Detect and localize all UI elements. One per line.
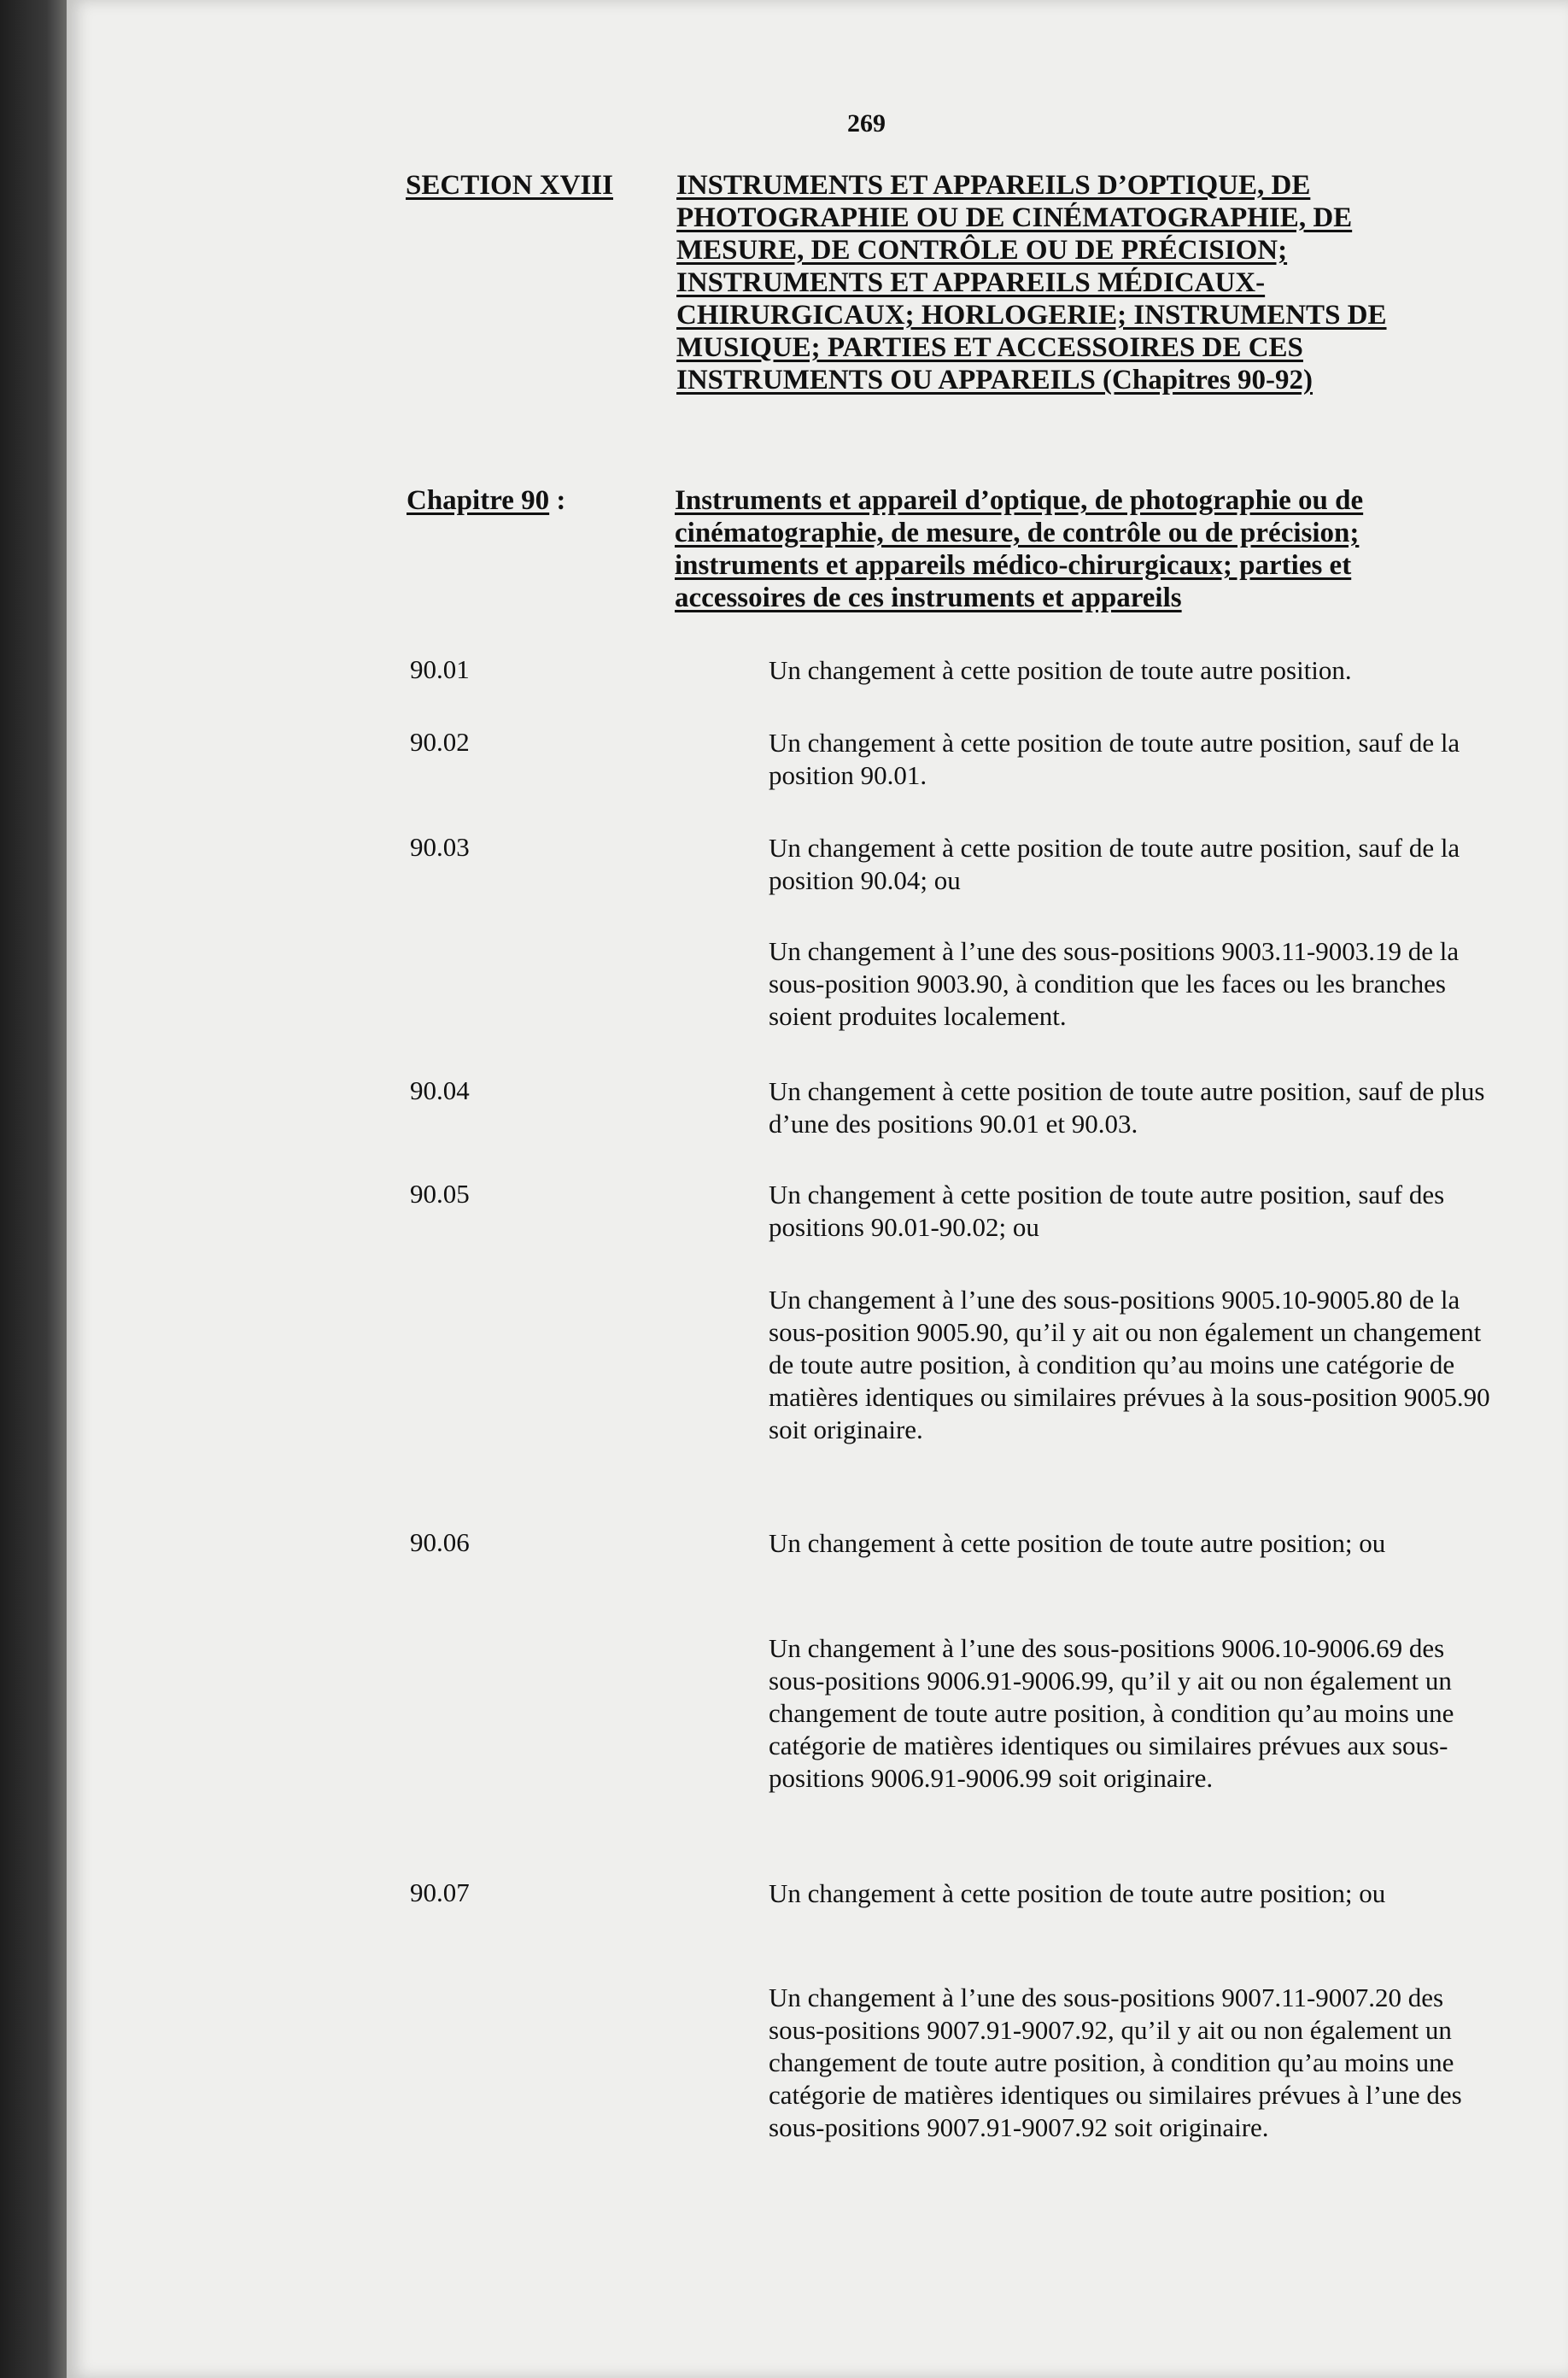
rule-text: Un changement à cette position de toute autre position, sauf de la position 90.01. [769,728,1460,790]
section-title: INSTRUMENTS ET APPAREILS D’OPTIQUE, DE PHOTOGRAPHIE OU DE CINÉMATOGRAPHIE, DE MESURE, DE CONTRÔLE OU DE PRÉCISION; INSTRUMENTS ET APPAREILS MÉDICAUX-CHIRURGICAUX; HORLOGERIE; INSTRUMENTS DE MUSIQUE; PARTIES ET ACCESSOIRES DE CES INSTRUMENTS OU APPAREILS (Chapitres 90-92) [676,170,1387,395]
rule-text: Un changement à l’une des sous-positions 9005.10-9005.80 de la sous-position 9005.90, qu’il y ait ou non également un changement de toute autre position, à condition qu’au moins une catégorie de matières identiques ou similaires prévues à la sous-position 9005.90 soit originaire. [769,1285,1490,1444]
rule-code: 90.07 [410,1877,470,1907]
rule-text: Un changement à l’une des sous-positions 9006.10-9006.69 des sous-positions 9006.91-9006.99, qu’il y ait ou non également un changement de toute autre position, à condition qu’au moins une catégorie de matières identiques ou similaires prévues aux sous-positions 9006.91-9006.99 soit originaire. [769,1633,1454,1793]
rule-code: 90.02 [410,727,470,757]
rule-text: Un changement à cette position de toute autre position, sauf de la position 90.04; ou [769,833,1460,895]
chapter-label-text: Chapitre 90 [407,485,550,516]
rule-code: 90.01 [410,654,470,684]
rule-text: Un changement à cette position de toute autre position, sauf de plus d’une des positions 90.01 et 90.03. [769,1076,1485,1139]
chapter-title: Instruments et appareil d’optique, de photographie ou de cinématographie, de mesure, de contrôle ou de précision; instruments et appareils médico-chirurgicaux; parties et accessoires de ces instruments et appareils [675,485,1364,613]
rule-text: Un changement à l’une des sous-positions 9007.11-9007.20 des sous-positions 9007.91-9007.92, qu’il y ait ou non également un changement de toute autre position, à condition qu’au moins une catégorie de matières identiques ou similaires prévues à l’une des sous-positions 9007.91-9007.92 soit originaire. [769,1983,1462,2142]
rule-text: Un changement à cette position de toute autre position, sauf des positions 90.01-90.02; ou [769,1180,1445,1242]
rule-text: Un changement à cette position de toute autre position. [769,655,1352,685]
document-page [67,0,1568,2378]
rule-text: Un changement à cette position de toute autre position; ou [769,1878,1386,1908]
rule-text: Un changement à l’une des sous-positions 9003.11-9003.19 de la sous-position 9003.90, à condition que les faces ou les branches soient produites localement. [769,936,1460,1031]
rule-code: 90.04 [410,1075,470,1105]
rule-code: 90.06 [410,1527,470,1557]
page-number: 269 [847,109,886,138]
chapter-label-colon: : [549,485,566,516]
rule-text: Un changement à cette position de toute autre position; ou [769,1528,1386,1558]
binding-gutter [0,0,67,2378]
section-label: SECTION XVIII [406,170,613,201]
rule-code: 90.03 [410,832,470,862]
rule-code: 90.05 [410,1179,470,1209]
chapter-label [407,485,565,517]
